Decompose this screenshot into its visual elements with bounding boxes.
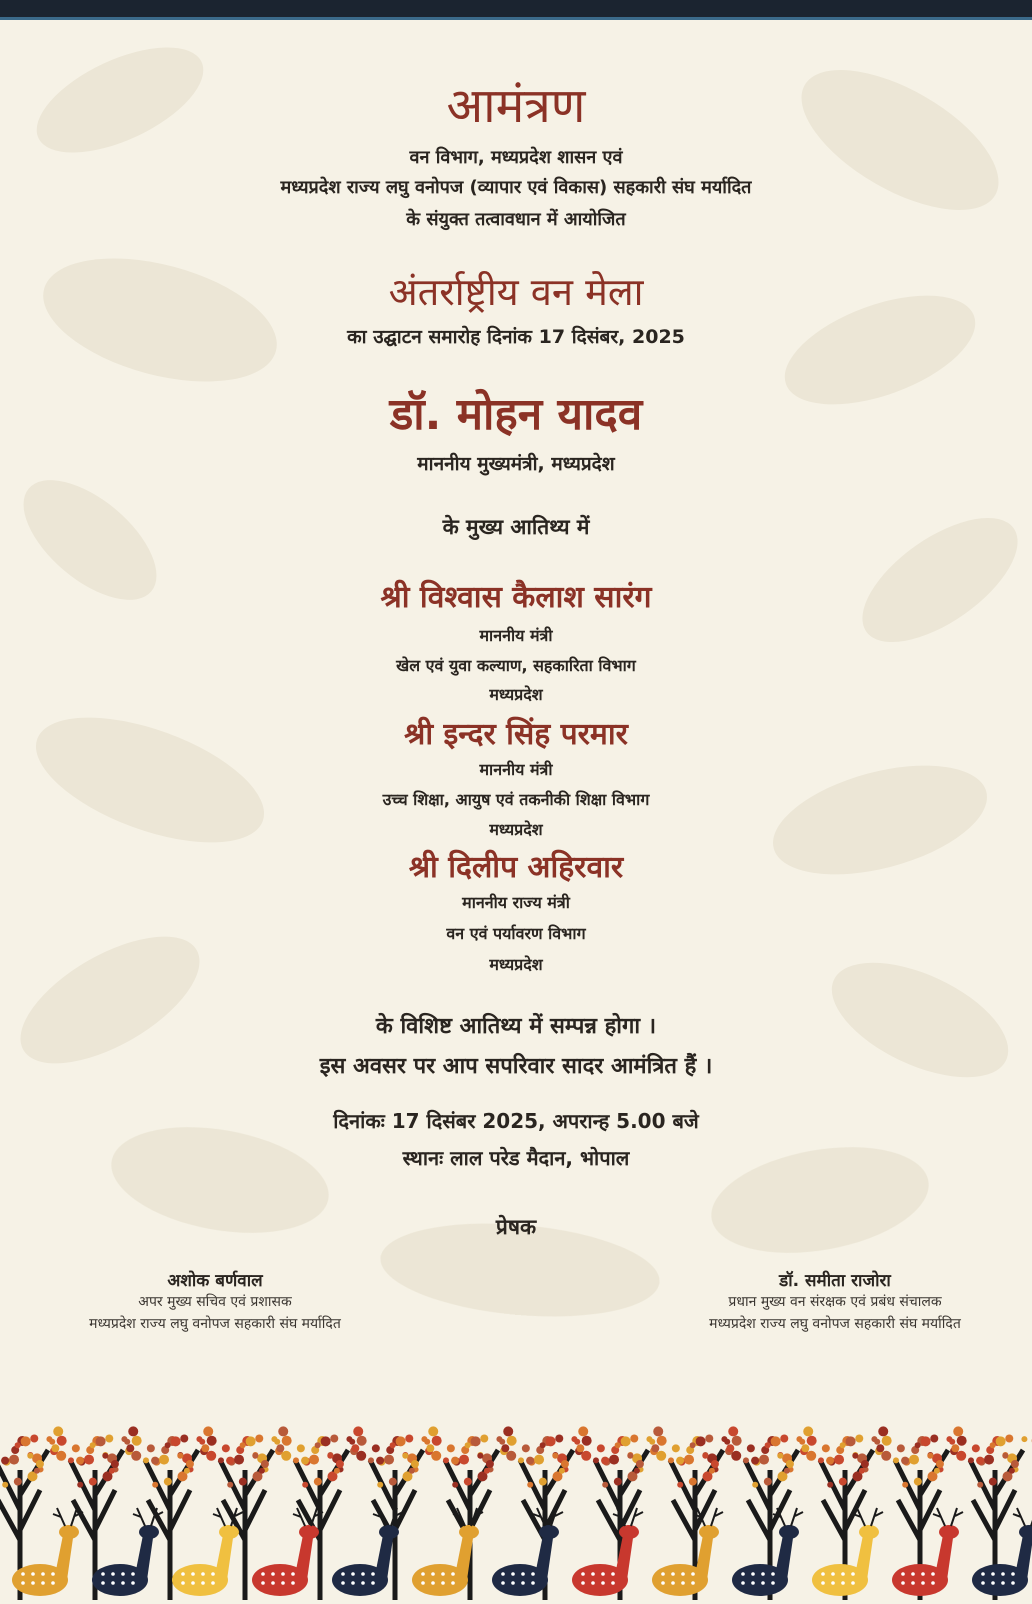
invitation-title: आमंत्रण <box>0 72 1032 137</box>
guest-1-name: श्री विश्वास कैलाश सारंग <box>0 575 1032 616</box>
signatory-right-name: डॉ. समीता राजोरा <box>650 1268 1020 1291</box>
guest-3-name: श्री दिलीप अहिरवार <box>0 845 1032 886</box>
signatory-left-org: मध्यप्रदेश राज्य लघु वनोपज सहकारी संघ मर्यादित <box>30 1313 400 1335</box>
special-hospitality-line: के विशिष्ट आतिथ्य में सम्पन्न होगा । <box>0 1010 1032 1040</box>
forest-illustration <box>0 1400 1032 1600</box>
event-inauguration-line: का उद्घाटन समारोह दिनांक 17 दिसंबर, 2025 <box>0 323 1032 349</box>
guest-3-department: वन एवं पर्यावरण विभाग <box>0 922 1032 944</box>
tree-deer-border <box>0 1400 1032 1600</box>
deer-icon <box>492 1508 563 1596</box>
signatory-left <box>30 1268 400 1335</box>
organizer-line-2: मध्यप्रदेश राज्य लघु वनोपज (व्यापार एवं विकास) सहकारी संघ मर्यादित <box>0 175 1032 199</box>
sender-label: प्रेषक <box>0 1213 1032 1241</box>
date-line: दिनांकः 17 दिसंबर 2025, अपरान्ह 5.00 बजे <box>0 1107 1032 1134</box>
organizer-line-3: के संयुक्त तत्वावधान में आयोजित <box>0 207 1032 231</box>
guest-3-designation: माननीय राज्य मंत्री <box>0 891 1032 913</box>
signatory-left-title: अपर मुख्य सचिव एवं प्रशासक <box>30 1291 400 1313</box>
deer-icon <box>252 1508 323 1596</box>
guest-2-department: उच्च शिक्षा, आयुष एवं तकनीकी शिक्षा विभाग <box>0 788 1032 810</box>
event-name: अंतर्राष्ट्रीय वन मेला <box>0 265 1032 317</box>
top-border <box>0 0 1032 20</box>
signatory-left-name: अशोक बर्णवाल <box>30 1268 400 1291</box>
guest-2-name: श्री इन्दर सिंह परमार <box>0 712 1032 753</box>
deer-icon <box>892 1508 963 1596</box>
guest-2-state: मध्यप्रदेश <box>0 818 1032 840</box>
organizer-line-1: वन विभाग, मध्यप्रदेश शासन एवं <box>0 145 1032 169</box>
chief-guest-title: माननीय मुख्यमंत्री, मध्यप्रदेश <box>0 450 1032 476</box>
guest-2-designation: माननीय मंत्री <box>0 758 1032 780</box>
signatory-right <box>650 1268 1020 1335</box>
chief-guest-name: डॉ. मोहन यादव <box>0 382 1032 442</box>
deer-icon <box>332 1508 403 1596</box>
deer-icon <box>172 1508 243 1596</box>
guest-1-designation: माननीय मंत्री <box>0 624 1032 646</box>
signatory-right-org: मध्यप्रदेश राज्य लघु वनोपज सहकारी संघ मर्यादित <box>650 1313 1020 1335</box>
guest-3-state: मध्यप्रदेश <box>0 953 1032 975</box>
venue-line: स्थानः लाल परेड मैदान, भोपाल <box>0 1144 1032 1171</box>
chief-hospitality-line: के मुख्य आतिथ्य में <box>0 513 1032 541</box>
invitation-card <box>0 20 1032 1400</box>
signatory-right-title: प्रधान मुख्य वन संरक्षक एवं प्रबंध संचालक <box>650 1291 1020 1313</box>
invite-line: इस अवसर पर आप सपरिवार सादर आमंत्रित हैं । <box>0 1050 1032 1080</box>
deer-icon <box>92 1508 163 1596</box>
guest-1-department: खेल एवं युवा कल्याण, सहकारिता विभाग <box>0 654 1032 676</box>
guest-1-state: मध्यप्रदेश <box>0 683 1032 705</box>
